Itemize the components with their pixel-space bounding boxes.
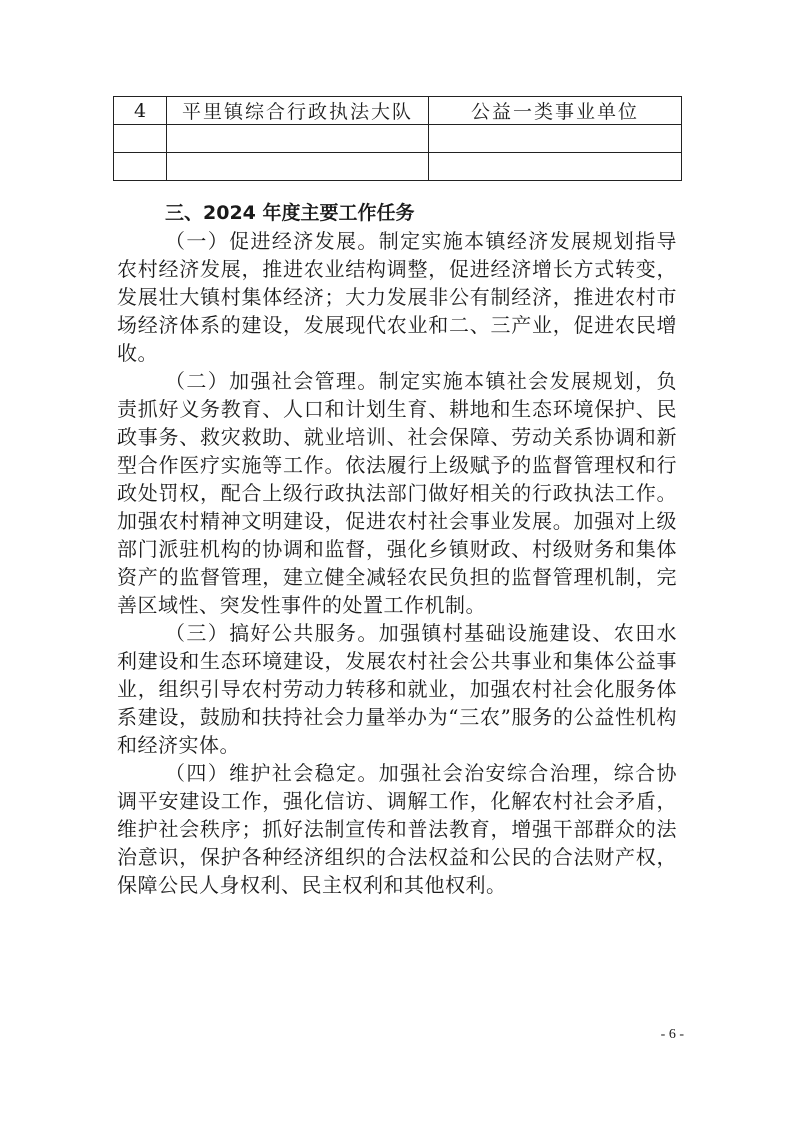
table-row (114, 125, 682, 153)
section-heading: 三、2024 年度主要工作任务 (165, 202, 415, 224)
units-table (113, 96, 682, 181)
table-cell-index: 4 (114, 97, 167, 125)
table-cell-unit-name: 平里镇综合行政执法大队 (167, 97, 429, 125)
table-cell-index (114, 153, 167, 181)
paragraph-public-services: （三）搞好公共服务。加强镇村基础设施建设、农田水利建设和生态环境建设，发展农村社会公共事业和集体公益事业，组织引导农村劳动力转移和就业，加强农村社会化服务体系建设，鼓励和扶持社会力量举办为“三农”服务的公益性机构和经济实体。 (117, 621, 677, 757)
paragraph-social-stability: （四）维护社会稳定。加强社会治安综合治理，综合协调平安建设工作，强化信访、调解工作，化解农村社会矛盾，维护社会秩序；抓好法制宣传和普法教育，增强干部群众的法治意识，保护各种经济组织的合法权益和公民的合法财产权，保障公民人身权利、民主权利和其他权利。 (117, 761, 677, 897)
table-row (114, 97, 682, 125)
table-cell-unit-type (429, 125, 682, 153)
section-content (117, 199, 677, 899)
paragraph-social-management: （二）加强社会管理。制定实施本镇社会发展规划，负责抓好义务教育、人口和计划生育、耕地和生态环境保护、民政事务、救灾救助、就业培训、社会保障、劳动关系协调和新型合作医疗实施等工作。依法履行上级赋予的监督管理权和行政处罚权，配合上级行政执法部门做好相关的行政执法工作。加强农村精神文明建设，促进农村社会事业发展。加强对上级部门派驻机构的协调和监督，强化乡镇财政、村级财务和集体资产的监督管理，建立健全减轻农民负担的监督管理机制，完善区域性、突发性事件的处置工作机制。 (117, 369, 677, 617)
paragraph-economic-development: （一）促进经济发展。制定实施本镇经济发展规划指导农村经济发展，推进农业结构调整，促进经济增长方式转变，发展壮大镇村集体经济；大力发展非公有制经济，推进农村市场经济体系的建设，发展现代农业和二、三产业，促进农民增收。 (117, 229, 677, 365)
table-cell-unit-name (167, 153, 429, 181)
table-cell-unit-type: 公益一类事业单位 (429, 97, 682, 125)
page-number: - 6 - (660, 1027, 684, 1042)
table-cell-unit-name (167, 125, 429, 153)
table-row (114, 153, 682, 181)
table-cell-index (114, 125, 167, 153)
table-cell-unit-type (429, 153, 682, 181)
